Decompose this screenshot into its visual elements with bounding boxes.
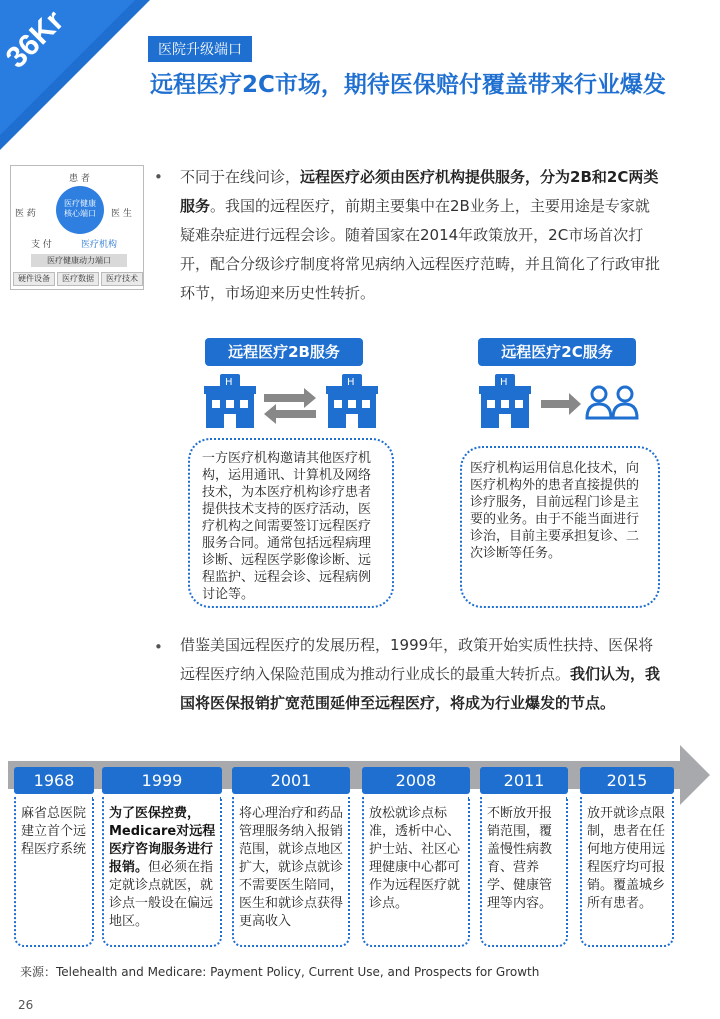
b2c-service-label: 远程医疗2C服务 [478, 338, 636, 366]
timeline-text: 不断放开报销范围，覆盖慢性病教育、营养学、健康管理等内容。 [487, 806, 553, 911]
diagram-payment: 支 付 [31, 240, 52, 250]
timeline-year: 1999 [102, 767, 222, 794]
source-note: 来源：Telehealth and Medicare: Payment Policy, Current Use, and Prospects for Growth [20, 965, 540, 979]
diagram-core [56, 186, 104, 234]
timeline-year: 2001 [232, 767, 350, 794]
timeline-year: 2008 [362, 767, 470, 794]
timeline-event [362, 797, 470, 947]
timeline-text: 但必须在指定就诊点就医，就诊点一般设在偏远地区。 [109, 860, 214, 929]
logo-text: 36Kr [0, 4, 71, 75]
timeline-text: 将心理治疗和药品管理服务纳入报销范围，就诊点地区扩大，就诊点就诊不需要医生陪同，医生和就诊点获得更高收入 [239, 806, 344, 929]
paragraph-2 [180, 631, 662, 718]
diagram-doctor: 医 生 [111, 209, 132, 219]
bullet: • [154, 638, 163, 656]
timeline-event [480, 797, 568, 947]
timeline-text: 麻省总医院建立首个远程医疗系统 [21, 806, 87, 857]
diagram-cell: 硬件设备 [13, 272, 55, 286]
timeline-event [580, 797, 674, 947]
hospital-to-patient-icon [475, 372, 655, 432]
svg-text:H: H [500, 377, 508, 388]
timeline-year: 2011 [480, 767, 568, 794]
diagram-core-line1: 医疗健康 [64, 199, 96, 208]
b2b-description: 一方医疗机构邀请其他医疗机构，运用通讯、计算机及网络技术，为本医疗机构诊疗患者提供技术支持的医疗活动，医疗机构之间需要签订远程医疗服务合同。通常包括远程病理诊断、远程医学影像诊断、远程监护、远程会诊、远程病例讨论等。 [188, 438, 394, 608]
timeline-event [14, 797, 94, 947]
bold-text: 我们认为，我国将医保报销扩宽范围延伸至远程医疗，将成为行业爆发的节点。 [180, 665, 661, 712]
section-tag: 医院升级端口 [148, 36, 252, 62]
text: 借鉴美国远程医疗的发展历程，1999年，政策开始实质性扶持、医保将远程医疗纳入保险范围成为推动行业成长的最重大转折点。 [180, 636, 654, 683]
diagram-medicine: 医 药 [15, 209, 36, 219]
b2b-service-label: 远程医疗2B服务 [205, 338, 363, 366]
diagram-cell: 医疗数据 [57, 272, 99, 286]
timeline-event [102, 797, 222, 947]
hospital-to-hospital-icon [200, 372, 380, 432]
timeline-bold-text: 为了医保控费，Medicare对远程医疗咨询服务进行报销。 [109, 806, 216, 875]
svg-text:H: H [225, 377, 233, 388]
timeline-text: 放松就诊点标准，透析中心、护士站、社区心理健康中心都可作为远程医疗就诊点。 [369, 806, 461, 911]
diagram-patient: 患 者 [69, 174, 90, 184]
bold-text: 远程医疗必须由医疗机构提供服务，分为2B和2C两类服务 [180, 168, 659, 215]
b2c-description: 医疗机构运用信息化技术，向医疗机构外的患者直接提供的诊疗服务，目前远程门诊是主要的业务。由于不能当面进行诊治，目前主要承担复诊、二次诊断等任务。 [460, 446, 660, 608]
diagram-core-line2: 核心端口 [64, 209, 96, 218]
diagram-cell: 医疗技术 [101, 272, 143, 286]
healthcare-port-diagram [10, 165, 144, 290]
timeline-year: 1968 [14, 767, 94, 794]
text: 。我国的远程医疗，前期主要集中在2B业务上，主要用途是专家就疑难杂症进行远程会诊。随着国家在2014年政策放开，2C市场首次打开，配合分级诊疗制度将常见病纳入远程医疗范畴，并且简化了行政审批环节，市场迎来历史性转折。 [180, 197, 661, 302]
diagram-institution: 医疗机构 [81, 240, 118, 250]
page-number: 26 [18, 998, 34, 1012]
bullet: • [154, 168, 163, 186]
paragraph-1 [180, 163, 662, 308]
timeline-year: 2015 [580, 767, 674, 794]
timeline-event [232, 797, 350, 947]
svg-text:H: H [347, 377, 355, 388]
text: 不同于在线问诊， [180, 168, 301, 186]
diagram-bar: 医疗健康动力端口 [31, 254, 127, 267]
brand-corner-logo [0, 0, 150, 150]
page-title: 远程医疗2C市场，期待医保赔付覆盖带来行业爆发 [150, 72, 666, 98]
timeline-text: 放开就诊点限制，患者在任何地方使用远程医疗均可报销。覆盖城乡所有患者。 [587, 806, 666, 911]
